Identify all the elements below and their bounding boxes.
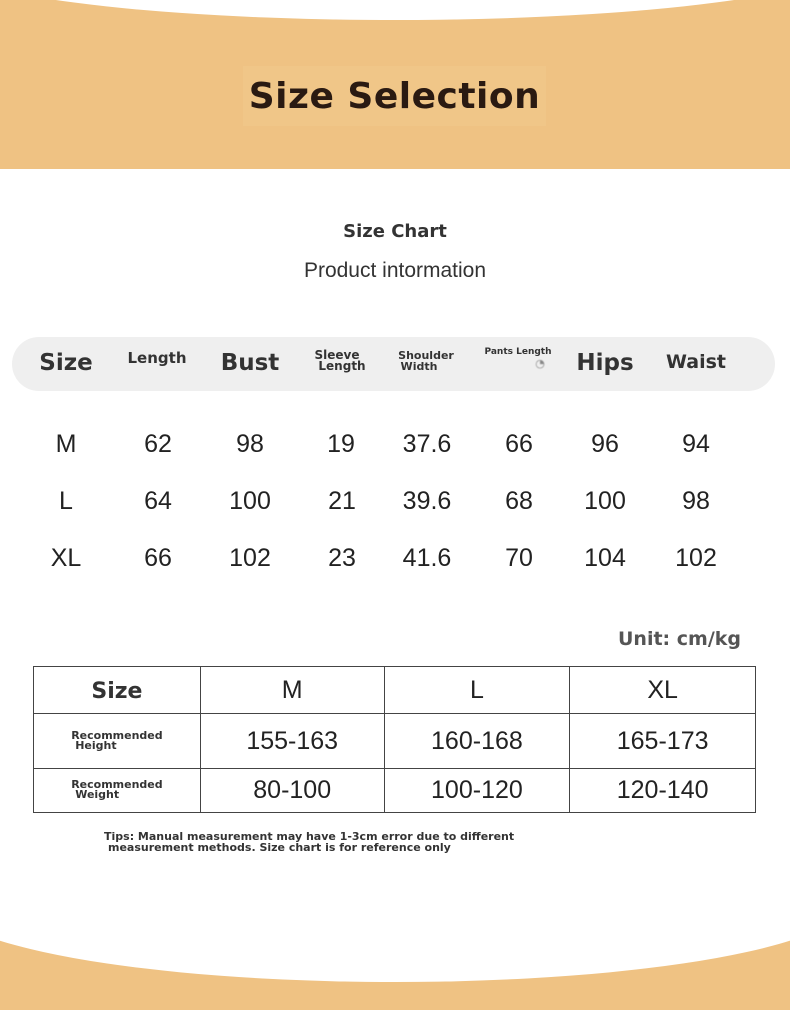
- header-size: Size: [39, 350, 93, 376]
- row-m-size: M: [55, 430, 77, 458]
- header-shoulder-width-line2: Width: [400, 360, 438, 373]
- row-m-bust: 98: [236, 430, 264, 458]
- tips-line1: Tips: Manual measurement may have 1-3cm error due to different: [104, 830, 515, 843]
- header-sleeve-length: [314, 350, 365, 372]
- row-l-waist: 98: [682, 487, 710, 515]
- header-shoulder-width-line1: Shoulder: [398, 349, 454, 362]
- row-l-shoulder: 39.6: [402, 487, 452, 515]
- tips-note: [104, 831, 604, 853]
- row-l-size: L: [59, 487, 73, 515]
- rec-height-xl: 165-173: [570, 714, 756, 769]
- table-row: [34, 714, 756, 769]
- rec-weight-label: [71, 780, 162, 800]
- row-m-hips: 96: [591, 430, 619, 458]
- row-xl-length: 66: [144, 544, 172, 572]
- row-xl-shoulder: 41.6: [402, 544, 452, 572]
- smudge-mark-icon: ◔: [535, 357, 545, 370]
- rec-weight-label-line1: Recommended: [71, 778, 163, 791]
- rec-size-label: Size: [91, 678, 143, 704]
- row-m-pants: 66: [505, 430, 533, 458]
- row-l-length: 64: [144, 487, 172, 515]
- rec-height-label-line1: Recommended: [71, 728, 163, 742]
- row-xl-size: XL: [50, 544, 82, 572]
- rec-size-m: M: [200, 667, 384, 714]
- header-pants-length-label: Pants Length: [484, 347, 552, 357]
- rec-height-m: 155-163: [200, 714, 384, 769]
- title-box: [243, 66, 546, 126]
- row-xl-waist: 102: [675, 544, 717, 572]
- recommendation-table: [33, 666, 756, 813]
- header-pants-length: [484, 347, 551, 370]
- rec-height-header: [34, 714, 201, 769]
- page-title: Size Selection: [248, 75, 541, 117]
- rec-height-l: 160-168: [384, 714, 570, 769]
- size-chart-heading: Size Chart: [343, 221, 447, 242]
- row-xl-sleeve: 23: [328, 544, 356, 572]
- row-m-length: 62: [144, 430, 172, 458]
- table-row: [34, 769, 756, 813]
- row-m-sleeve: 19: [327, 430, 355, 458]
- rec-height-label: [71, 728, 163, 752]
- rec-weight-label-line2: Weight: [75, 788, 120, 801]
- tips-line2: measurement methods. Size chart is for reference only: [108, 841, 451, 854]
- row-l-bust: 100: [229, 487, 271, 515]
- unit-label: Unit: cm/kg: [618, 628, 741, 650]
- header-bust: Bust: [220, 350, 280, 376]
- rec-weight-l: 100-120: [384, 769, 570, 813]
- row-l-hips: 100: [584, 487, 626, 515]
- rec-weight-m: 80-100: [200, 769, 384, 813]
- row-xl-hips: 104: [584, 544, 626, 572]
- rec-weight-header: [34, 769, 201, 813]
- row-xl-bust: 102: [229, 544, 271, 572]
- table-row: [34, 667, 756, 714]
- rec-height-label-line2: Height: [75, 738, 117, 752]
- product-information-subheading: Product intormation: [303, 259, 487, 282]
- header-shoulder-width: [398, 350, 454, 372]
- row-l-sleeve: 21: [328, 487, 356, 515]
- row-l-pants: 68: [505, 487, 533, 515]
- rec-size-xl: XL: [570, 667, 756, 714]
- rec-size-header: [34, 667, 201, 714]
- row-xl-pants: 70: [505, 544, 533, 572]
- header-sleeve-length-line2: Length: [318, 359, 366, 373]
- header-length: Length: [127, 349, 187, 367]
- row-m-waist: 94: [682, 430, 710, 458]
- header-hips: Hips: [576, 350, 634, 376]
- header-waist: Waist: [665, 351, 727, 373]
- rec-weight-xl: 120-140: [570, 769, 756, 813]
- row-m-shoulder: 37.6: [402, 430, 452, 458]
- header-sleeve-length-line1: Sleeve: [314, 348, 360, 362]
- rec-size-l: L: [384, 667, 570, 714]
